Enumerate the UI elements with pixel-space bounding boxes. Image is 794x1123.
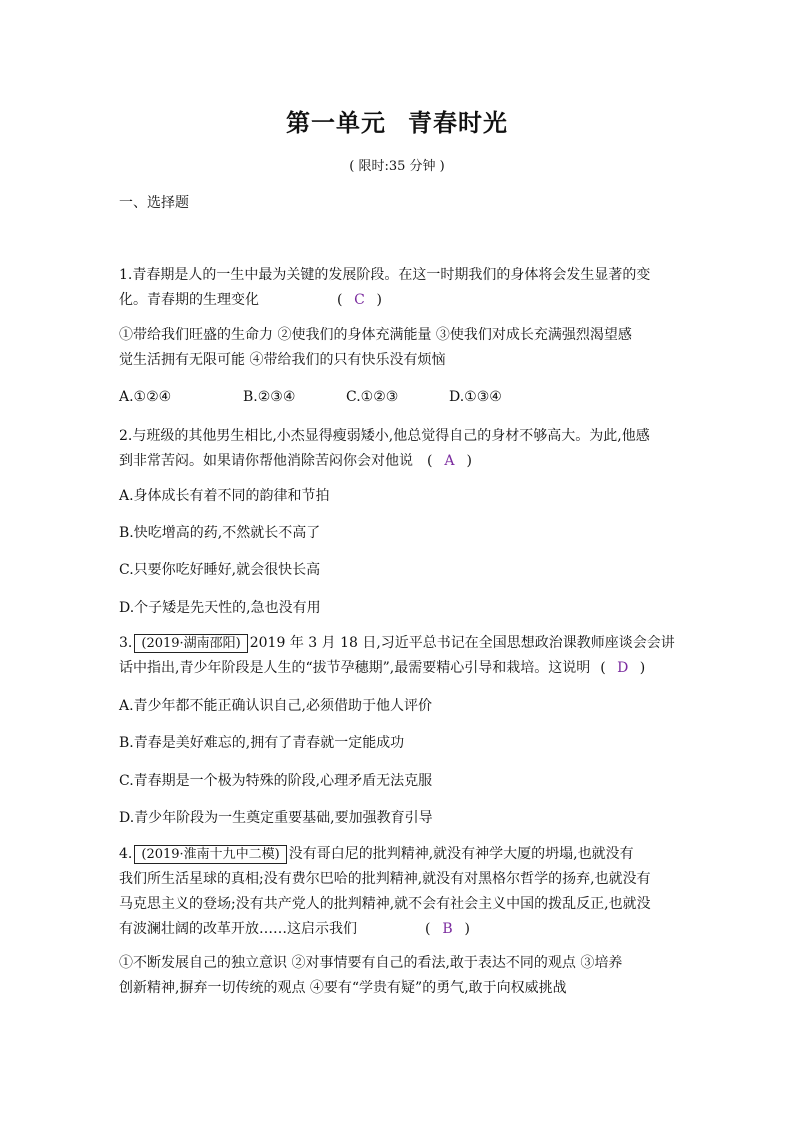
question-3-stem-start: 2019 年 3 月 18 日,习近平总书记在全国思想政治课教师座谈会会讲: [249, 635, 675, 651]
question-3: [119, 631, 679, 681]
question-1-stem-end: 化。青春期的生理变化: [119, 292, 259, 308]
question-1-line-2: 化。青春期的生理变化 ( C ): [119, 288, 679, 313]
question-1: [119, 263, 679, 313]
question-2-stem-end: 到非常苦闷。如果请你帮他消除苦闷你会对他说: [119, 453, 413, 469]
question-4-answer: B: [442, 921, 453, 937]
question-4-statements-line-1: ①不断发展自己的独立意识 ②对事情要有自己的看法,敢于表达不同的观点 ③培养: [119, 955, 623, 971]
question-3-stem-end: 话中指出,青少年阶段是人生的“拔节孕穗期”,最需要精心引导和栽培。这说明: [119, 660, 591, 676]
question-2: [119, 424, 679, 474]
question-2-option-a: A.身体成长有着不同的韵律和节拍: [119, 488, 330, 504]
question-4-line-3: 马克思主义的登场;没有共产党人的批判精神,就不会有社会主义中国的拨乱反正,也就没: [119, 896, 651, 912]
question-1-options: [119, 385, 679, 410]
question-1-answer: C: [354, 292, 365, 308]
question-1-statements-line-2: 觉生活拥有无限可能 ④带给我们的只有快乐没有烦恼: [119, 352, 446, 368]
question-4-statements-line-2: 创新精神,摒弃一切传统的观点 ④要有“学贵有疑”的勇气,敢于向权威挑战: [119, 980, 567, 996]
question-3-source: 2019·湖南邵阳: [146, 636, 236, 651]
option-b: B.②③④: [243, 389, 296, 405]
question-2-line-1: 2.与班级的其他男生相比,小杰显得瘦弱矮小,他总觉得自己的身材不够高大。为此,他感: [119, 428, 650, 444]
question-3-option-a: A.青少年都不能正确认识自己,必须借助于他人评价: [119, 698, 433, 714]
option-c: C.①②③: [346, 389, 399, 405]
question-3-answer: D: [617, 660, 629, 676]
page-title: [0, 103, 794, 138]
question-4-statements: [119, 951, 679, 1001]
question-4-source: 2019·淮南十九中二模: [146, 847, 275, 862]
question-4-line-4: 有波澜壮阔的改革开放……这启示我们 ( B ): [119, 917, 679, 942]
question-4-line-1: [119, 842, 679, 867]
question-3-line-1: [119, 631, 679, 656]
time-limit: ( 限时:35 分钟 ): [349, 159, 445, 174]
question-1-statements-line-1: ①带给我们旺盛的生命力 ②使我们的身体充满能量 ③使我们对成长充满强烈渴望感: [119, 327, 632, 343]
question-4-source-tag: (2019·淮南十九中二模): [134, 845, 286, 864]
question-1-statements: [119, 323, 679, 373]
question-4: [119, 842, 679, 942]
question-2-answer: A: [444, 453, 455, 469]
question-4-line-2: 我们所生活星球的真相;没有费尔巴哈的批判精神,就没有对黑格尔哲学的扬弃,也就没有: [119, 871, 651, 887]
option-a: A.①②④: [119, 389, 172, 405]
title-theme: 青春时光: [408, 108, 508, 137]
section-heading: 一、选择题: [119, 195, 189, 211]
question-3-source-tag: (2019·湖南邵阳): [134, 634, 247, 653]
question-3-option-b: B.青春是美好难忘的,拥有了青春就一定能成功: [119, 735, 405, 751]
question-4-stem-end: 有波澜壮阔的改革开放……这启示我们: [119, 921, 357, 937]
question-2-option-d: D.个子矮是先天性的,急也没有用: [119, 600, 321, 616]
question-3-number: 3.: [119, 635, 133, 651]
question-2-option-c: C.只要你吃好睡好,就会很快长高: [119, 562, 321, 578]
question-3-line-2: 话中指出,青少年阶段是人生的“拔节孕穗期”,最需要精心引导和栽培。这说明 ( D ): [119, 656, 679, 681]
option-d: D.①③④: [449, 389, 502, 405]
question-3-option-c: C.青春期是一个极为特殊的阶段,心理矛盾无法克服: [119, 773, 433, 789]
question-2-option-b: B.快吃增高的药,不然就长不高了: [119, 525, 321, 541]
question-4-number: 4.: [119, 846, 133, 862]
question-1-line-1: 1.青春期是人的一生中最为关键的发展阶段。在这一时期我们的身体将会发生显著的变: [119, 267, 651, 283]
question-4-stem-start: 没有哥白尼的批判精神,就没有神学大厦的坍塌,也就没有: [288, 846, 634, 862]
question-3-option-d: D.青少年阶段为一生奠定重要基础,要加强教育引导: [119, 810, 433, 826]
title-unit: 第一单元: [286, 108, 386, 137]
question-2-line-2: 到非常苦闷。如果请你帮他消除苦闷你会对他说 ( A ): [119, 449, 679, 474]
